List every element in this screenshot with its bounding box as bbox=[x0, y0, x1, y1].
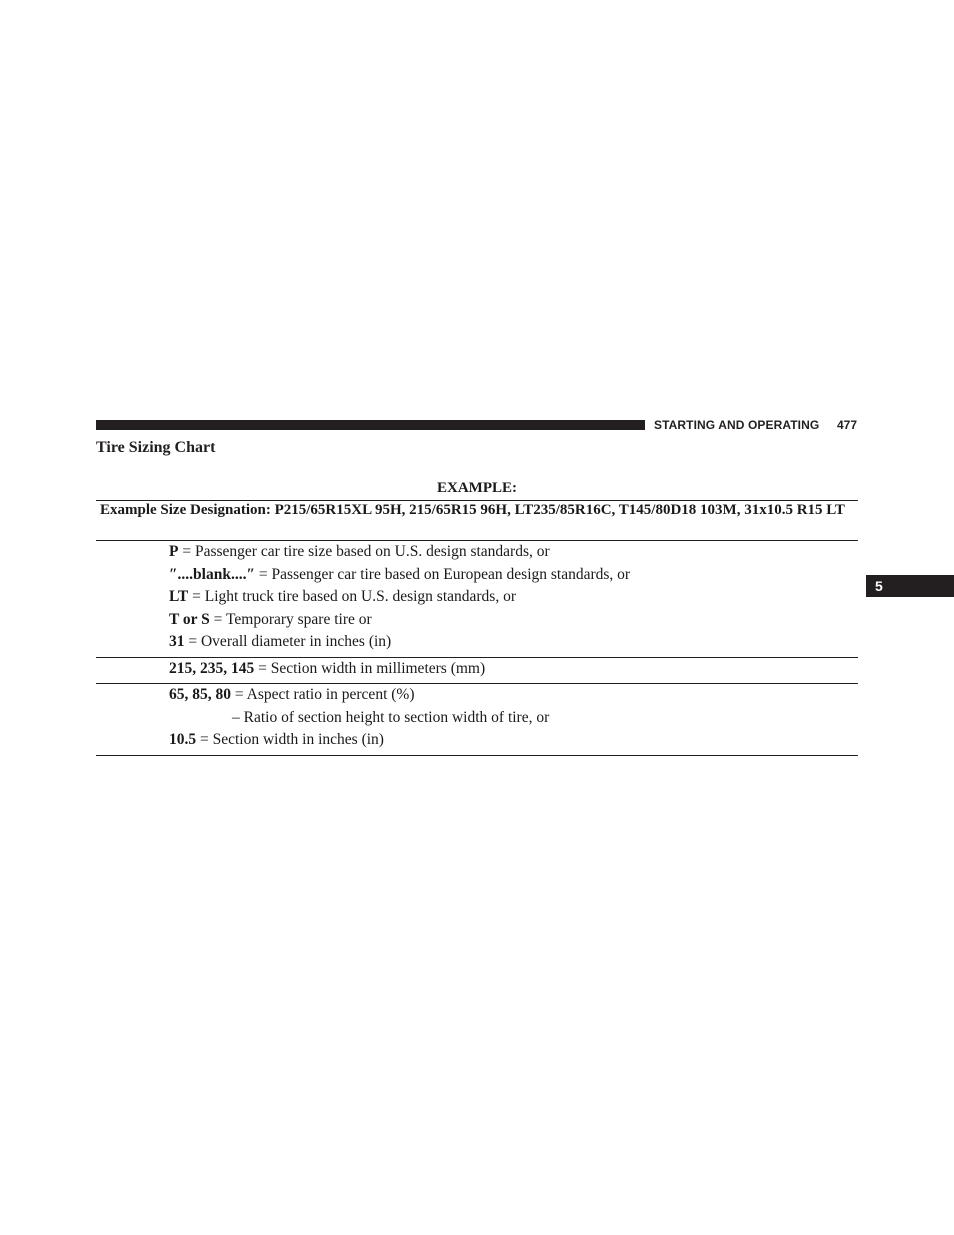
table-group-aspect-ratio bbox=[96, 684, 858, 756]
table-row bbox=[96, 541, 858, 564]
row-term: 65, 85, 80 bbox=[169, 686, 231, 703]
table-group-section-width bbox=[96, 658, 858, 685]
row-desc: = Passenger car tire based on European design standards, or bbox=[255, 565, 631, 583]
example-heading: EXAMPLE: bbox=[96, 478, 858, 501]
table-row bbox=[96, 631, 858, 654]
row-desc: = Light truck tire based on U.S. design standards, or bbox=[188, 588, 516, 605]
row-desc: = Aspect ratio in percent (%) bbox=[231, 686, 415, 703]
table-row bbox=[96, 564, 858, 587]
row-desc: = Passenger car tire size based on U.S. design standards, or bbox=[178, 543, 550, 560]
row-term: P bbox=[169, 543, 179, 560]
row-desc: = Temporary spare tire or bbox=[209, 610, 372, 628]
row-desc: = Section width in inches (in) bbox=[196, 731, 384, 748]
running-header-section: STARTING AND OPERATING bbox=[654, 418, 820, 432]
row-term: 215, 235, 145 bbox=[169, 659, 255, 677]
table-row bbox=[96, 684, 858, 707]
row-term: ″....blank....″ bbox=[169, 565, 256, 583]
table-row bbox=[96, 729, 858, 752]
table-row bbox=[96, 586, 858, 609]
row-term: 10.5 bbox=[169, 731, 197, 748]
chapter-tab: 5 bbox=[866, 575, 954, 597]
row-desc: = Section width in millimeters (mm) bbox=[254, 659, 486, 677]
table-row bbox=[96, 609, 858, 632]
header-rule bbox=[96, 420, 645, 430]
row-desc: = Overall diameter in inches (in) bbox=[184, 633, 392, 650]
tire-sizing-table bbox=[96, 478, 858, 756]
page-number: 477 bbox=[837, 418, 858, 432]
table-row bbox=[96, 707, 858, 730]
table-row bbox=[96, 658, 858, 681]
row-term: T or S bbox=[169, 610, 210, 628]
table-group-tire-type bbox=[96, 541, 858, 658]
size-designation: Example Size Designation: P215/65R15XL 95H, 215/65R15 96H, LT235/85R16C, T145/80D18 103M, 31x10.5 R15 LT bbox=[96, 501, 858, 541]
row-desc: – Ratio of section height to section width of tire, or bbox=[232, 708, 550, 726]
section-title: Tire Sizing Chart bbox=[96, 439, 216, 456]
row-term: LT bbox=[169, 588, 189, 605]
row-term: 31 bbox=[169, 633, 185, 650]
